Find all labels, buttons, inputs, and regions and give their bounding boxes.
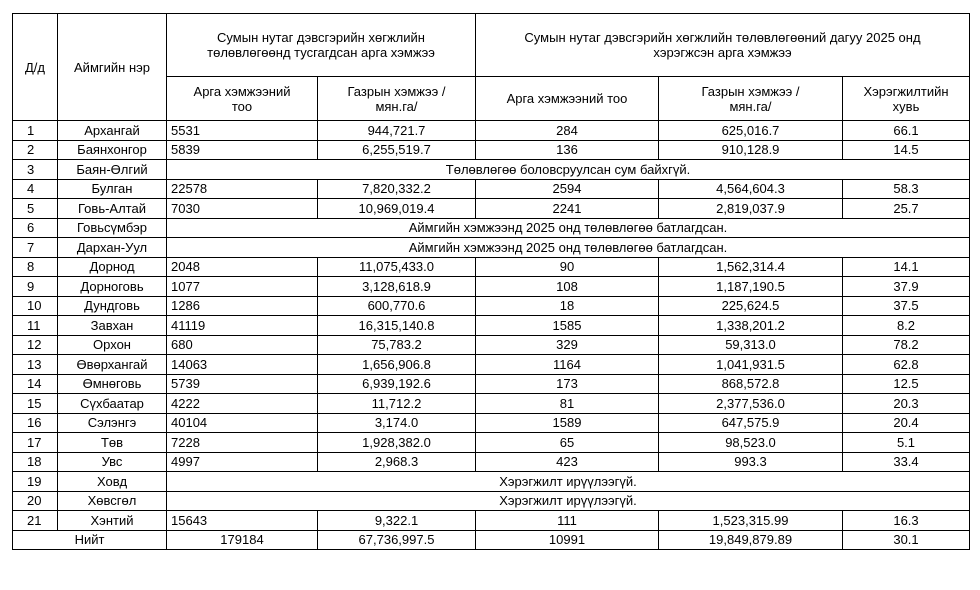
implementation-pct: 66.1 xyxy=(843,121,970,141)
row-note: Хэрэгжилт ирүүлээгүй. xyxy=(167,491,970,511)
implementation-pct: 20.4 xyxy=(843,413,970,433)
implemented-count: 2241 xyxy=(476,199,659,219)
table-row xyxy=(13,199,970,219)
row-number: 16 xyxy=(13,413,58,433)
table-row xyxy=(13,218,970,238)
row-number: 14 xyxy=(13,374,58,394)
implemented-count: 1589 xyxy=(476,413,659,433)
table-row xyxy=(13,296,970,316)
header-implementation-pct-text: Хэрэгжилтийн хувь xyxy=(863,83,949,114)
row-note: Аймгийн хэмжээнд 2025 онд төлөвлөгөө батлагдсан. xyxy=(167,238,970,258)
planned-area: 944,721.7 xyxy=(318,121,476,141)
planned-area: 6,255,519.7 xyxy=(318,140,476,160)
implemented-count: 65 xyxy=(476,433,659,453)
implementation-pct: 58.3 xyxy=(843,179,970,199)
implemented-area: 1,187,190.5 xyxy=(659,277,843,297)
header-implemented-area xyxy=(659,77,843,121)
planned-area: 10,969,019.4 xyxy=(318,199,476,219)
implementation-pct: 25.7 xyxy=(843,199,970,219)
implemented-area: 2,819,037.9 xyxy=(659,199,843,219)
planned-count: 2048 xyxy=(167,257,318,277)
table-row xyxy=(13,511,970,531)
row-number: 12 xyxy=(13,335,58,355)
header-implementation-pct xyxy=(843,77,970,121)
implemented-area: 993.3 xyxy=(659,452,843,472)
table-body xyxy=(13,121,970,550)
planned-count: 4997 xyxy=(167,452,318,472)
header-planned-area xyxy=(318,77,476,121)
planned-area: 1,928,382.0 xyxy=(318,433,476,453)
implementation-pct: 16.3 xyxy=(843,511,970,531)
implemented-count: 90 xyxy=(476,257,659,277)
aimag-plan-table xyxy=(12,13,970,550)
aimag-name: Орхон xyxy=(58,335,167,355)
table-row xyxy=(13,277,970,297)
implementation-pct: 14.5 xyxy=(843,140,970,160)
planned-area: 11,075,433.0 xyxy=(318,257,476,277)
planned-count: 15643 xyxy=(167,511,318,531)
table-row xyxy=(13,452,970,472)
implemented-count: 1585 xyxy=(476,316,659,336)
planned-area: 1,656,906.8 xyxy=(318,355,476,375)
row-number: 7 xyxy=(13,238,58,258)
total-label: Нийт xyxy=(13,530,167,550)
table-row xyxy=(13,433,970,453)
implemented-area: 910,128.9 xyxy=(659,140,843,160)
aimag-name: Говьсүмбэр xyxy=(58,218,167,238)
table-row xyxy=(13,121,970,141)
implemented-count: 18 xyxy=(476,296,659,316)
implemented-area: 1,041,931.5 xyxy=(659,355,843,375)
implemented-count: 2594 xyxy=(476,179,659,199)
implementation-pct: 8.2 xyxy=(843,316,970,336)
implementation-pct: 14.1 xyxy=(843,257,970,277)
row-number: 15 xyxy=(13,394,58,414)
aimag-name: Говь-Алтай xyxy=(58,199,167,219)
aimag-name: Дархан-Уул xyxy=(58,238,167,258)
planned-area: 6,939,192.6 xyxy=(318,374,476,394)
aimag-name: Хэнтий xyxy=(58,511,167,531)
row-number: 4 xyxy=(13,179,58,199)
aimag-name: Өвөрхангай xyxy=(58,355,167,375)
implemented-area: 2,377,536.0 xyxy=(659,394,843,414)
total-planned-area: 67,736,997.5 xyxy=(318,530,476,550)
row-number: 2 xyxy=(13,140,58,160)
header-group-planned-text: Сумын нутаг дэвсгэрийн хөгжлийн төлөвлөгөөнд тусгагдсан арга хэмжээ xyxy=(207,30,435,60)
table-row xyxy=(13,413,970,433)
implemented-count: 111 xyxy=(476,511,659,531)
header-planned-count xyxy=(167,77,318,121)
aimag-name: Төв xyxy=(58,433,167,453)
table-row xyxy=(13,374,970,394)
aimag-name: Булган xyxy=(58,179,167,199)
table-row xyxy=(13,394,970,414)
table-row xyxy=(13,472,970,492)
aimag-name: Баян-Өлгий xyxy=(58,160,167,180)
implemented-area: 647,575.9 xyxy=(659,413,843,433)
implemented-count: 136 xyxy=(476,140,659,160)
planned-count: 680 xyxy=(167,335,318,355)
row-number: 9 xyxy=(13,277,58,297)
planned-count: 7228 xyxy=(167,433,318,453)
planned-count: 4222 xyxy=(167,394,318,414)
planned-count: 5839 xyxy=(167,140,318,160)
table-row xyxy=(13,257,970,277)
aimag-name: Сүхбаатар xyxy=(58,394,167,414)
implemented-area: 225,624.5 xyxy=(659,296,843,316)
planned-count: 1077 xyxy=(167,277,318,297)
row-number: 21 xyxy=(13,511,58,531)
aimag-name: Сэлэнгэ xyxy=(58,413,167,433)
header-implemented-area-text: Газрын хэмжээ /мян.га/ xyxy=(701,83,800,114)
planned-count: 22578 xyxy=(167,179,318,199)
implementation-pct: 78.2 xyxy=(843,335,970,355)
planned-count: 1286 xyxy=(167,296,318,316)
total-planned-count: 179184 xyxy=(167,530,318,550)
planned-count: 5739 xyxy=(167,374,318,394)
implemented-count: 329 xyxy=(476,335,659,355)
planned-area: 9,322.1 xyxy=(318,511,476,531)
aimag-name: Баянхонгор xyxy=(58,140,167,160)
header-group-planned xyxy=(167,14,476,77)
implemented-count: 423 xyxy=(476,452,659,472)
aimag-name: Увс xyxy=(58,452,167,472)
header-planned-area-text: Газрын хэмжээ /мян.га/ xyxy=(347,83,446,114)
aimag-name: Ховд xyxy=(58,472,167,492)
planned-area: 11,712.2 xyxy=(318,394,476,414)
planned-area: 3,128,618.9 xyxy=(318,277,476,297)
total-row xyxy=(13,530,970,550)
table-container xyxy=(12,13,970,550)
table-row xyxy=(13,491,970,511)
implemented-count: 1164 xyxy=(476,355,659,375)
implementation-pct: 37.5 xyxy=(843,296,970,316)
row-number: 19 xyxy=(13,472,58,492)
header-aimag: Аймгийн нэр xyxy=(58,14,167,121)
planned-count: 14063 xyxy=(167,355,318,375)
implemented-area: 59,313.0 xyxy=(659,335,843,355)
table-row xyxy=(13,160,970,180)
row-number: 13 xyxy=(13,355,58,375)
implemented-area: 4,564,604.3 xyxy=(659,179,843,199)
implementation-pct: 33.4 xyxy=(843,452,970,472)
row-number: 18 xyxy=(13,452,58,472)
planned-count: 40104 xyxy=(167,413,318,433)
planned-area: 3,174.0 xyxy=(318,413,476,433)
aimag-name: Архангай xyxy=(58,121,167,141)
header-group-implemented-text: Сумын нутаг дэвсгэрийн хөгжлийн төлөвлөгөөний дагуу 2025 онд хэрэгжсэн арга хэмжээ xyxy=(524,30,921,60)
implemented-area: 1,523,315.99 xyxy=(659,511,843,531)
row-number: 1 xyxy=(13,121,58,141)
planned-area: 16,315,140.8 xyxy=(318,316,476,336)
table-row xyxy=(13,355,970,375)
implementation-pct: 5.1 xyxy=(843,433,970,453)
row-number: 17 xyxy=(13,433,58,453)
planned-area: 75,783.2 xyxy=(318,335,476,355)
table-row xyxy=(13,140,970,160)
aimag-name: Дорнод xyxy=(58,257,167,277)
planned-count: 7030 xyxy=(167,199,318,219)
row-number: 20 xyxy=(13,491,58,511)
implemented-count: 173 xyxy=(476,374,659,394)
implemented-area: 625,016.7 xyxy=(659,121,843,141)
implemented-area: 1,562,314.4 xyxy=(659,257,843,277)
header-no: Д/д xyxy=(13,14,58,121)
total-implementation-pct: 30.1 xyxy=(843,530,970,550)
planned-count: 41119 xyxy=(167,316,318,336)
implemented-count: 284 xyxy=(476,121,659,141)
total-implemented-area: 19,849,879.89 xyxy=(659,530,843,550)
table-row xyxy=(13,335,970,355)
header-implemented-count: Арга хэмжээний тоо xyxy=(476,77,659,121)
header-group-implemented xyxy=(476,14,970,77)
row-number: 8 xyxy=(13,257,58,277)
implemented-area: 1,338,201.2 xyxy=(659,316,843,336)
row-number: 3 xyxy=(13,160,58,180)
row-note: Төлөвлөгөө боловсруулсан сум байхгүй. xyxy=(167,160,970,180)
total-implemented-count: 10991 xyxy=(476,530,659,550)
row-note: Аймгийн хэмжээнд 2025 онд төлөвлөгөө батлагдсан. xyxy=(167,218,970,238)
row-note: Хэрэгжилт ирүүлээгүй. xyxy=(167,472,970,492)
implementation-pct: 20.3 xyxy=(843,394,970,414)
aimag-name: Дорноговь xyxy=(58,277,167,297)
implementation-pct: 62.8 xyxy=(843,355,970,375)
aimag-name: Өмнөговь xyxy=(58,374,167,394)
header-planned-count-text: Арга хэмжээний тоо xyxy=(193,83,291,114)
implementation-pct: 12.5 xyxy=(843,374,970,394)
aimag-name: Хөвсгөл xyxy=(58,491,167,511)
aimag-name: Завхан xyxy=(58,316,167,336)
implemented-count: 81 xyxy=(476,394,659,414)
planned-area: 2,968.3 xyxy=(318,452,476,472)
planned-count: 5531 xyxy=(167,121,318,141)
implemented-area: 868,572.8 xyxy=(659,374,843,394)
table-row xyxy=(13,238,970,258)
planned-area: 600,770.6 xyxy=(318,296,476,316)
row-number: 6 xyxy=(13,218,58,238)
implemented-count: 108 xyxy=(476,277,659,297)
table-row xyxy=(13,316,970,336)
implemented-area: 98,523.0 xyxy=(659,433,843,453)
row-number: 5 xyxy=(13,199,58,219)
table-row xyxy=(13,179,970,199)
row-number: 10 xyxy=(13,296,58,316)
row-number: 11 xyxy=(13,316,58,336)
planned-area: 7,820,332.2 xyxy=(318,179,476,199)
aimag-name: Дундговь xyxy=(58,296,167,316)
implementation-pct: 37.9 xyxy=(843,277,970,297)
